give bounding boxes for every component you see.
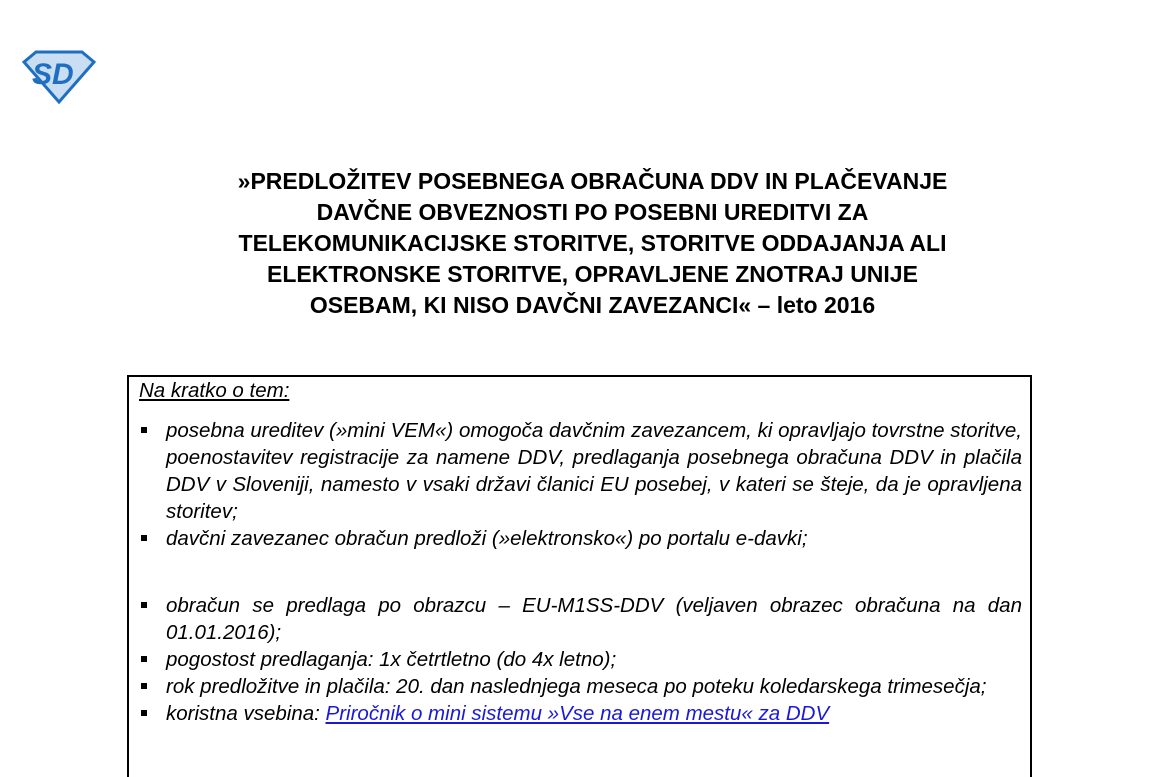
bullet-icon bbox=[141, 535, 147, 541]
list-item bbox=[129, 525, 1022, 552]
list-item bbox=[129, 417, 1022, 525]
title-line: ELEKTRONSKE STORITVE, OPRAVLJENE ZNOTRAJ UNIJE bbox=[267, 261, 918, 287]
summary-box bbox=[127, 375, 1032, 777]
svg-text:SD: SD bbox=[32, 58, 74, 91]
list-item bbox=[129, 646, 1022, 673]
manual-link[interactable]: Priročnik o mini sistemu »Vse na enem mestu« za DDV bbox=[325, 702, 830, 725]
summary-list bbox=[129, 417, 1022, 727]
list-item bbox=[129, 592, 1022, 646]
list-item bbox=[129, 700, 1022, 727]
bullet-icon bbox=[141, 683, 147, 689]
document-title bbox=[100, 166, 1085, 321]
list-item-text: obračun se predlaga po obrazcu – EU-M1SS-DDV (veljaven obrazec obračuna na dan 01.01.2016); bbox=[166, 594, 1022, 644]
title-line: TELEKOMUNIKACIJSKE STORITVE, STORITVE ODDAJANJA ALI bbox=[238, 230, 947, 256]
title-line: DAVČNE OBVEZNOSTI PO POSEBNI UREDITVI ZA bbox=[316, 199, 869, 225]
list-item-text: posebna ureditev (»mini VEM«) omogoča davčnim zavezancem, ki opravljajo tovrstne storitve, poenostavitev registracije za namene DDV, predlaganja posebnega obračuna DDV in plačila DDV v Sloveniji, namesto v vsaki državi članici EU posebej, v kateri se šteje, da je opravljena storitev; bbox=[166, 419, 1022, 523]
summary-heading: Na kratko o tem: bbox=[139, 379, 290, 402]
logo-icon bbox=[22, 48, 96, 104]
list-item bbox=[129, 673, 1022, 700]
title-line: OSEBAM, KI NISO DAVČNI ZAVEZANCI« – leto 2016 bbox=[309, 292, 876, 318]
list-item-text: davčni zavezanec obračun predloži (»elektronsko«) po portalu e-davki; bbox=[166, 527, 808, 550]
bullet-icon bbox=[141, 710, 147, 716]
list-item-text: pogostost predlaganja: 1x četrtletno (do 4x letno); bbox=[166, 648, 617, 671]
title-line: »PREDLOŽITEV POSEBNEGA OBRAČUNA DDV IN PLAČEVANJE bbox=[237, 168, 948, 194]
bullet-icon bbox=[141, 656, 147, 662]
list-item-text: koristna vsebina: bbox=[166, 702, 326, 725]
bullet-icon bbox=[141, 602, 147, 608]
list-item-text: rok predložitve in plačila: 20. dan naslednjega meseca po poteku koledarskega trimesečja; bbox=[166, 675, 987, 698]
bullet-icon bbox=[141, 427, 147, 433]
